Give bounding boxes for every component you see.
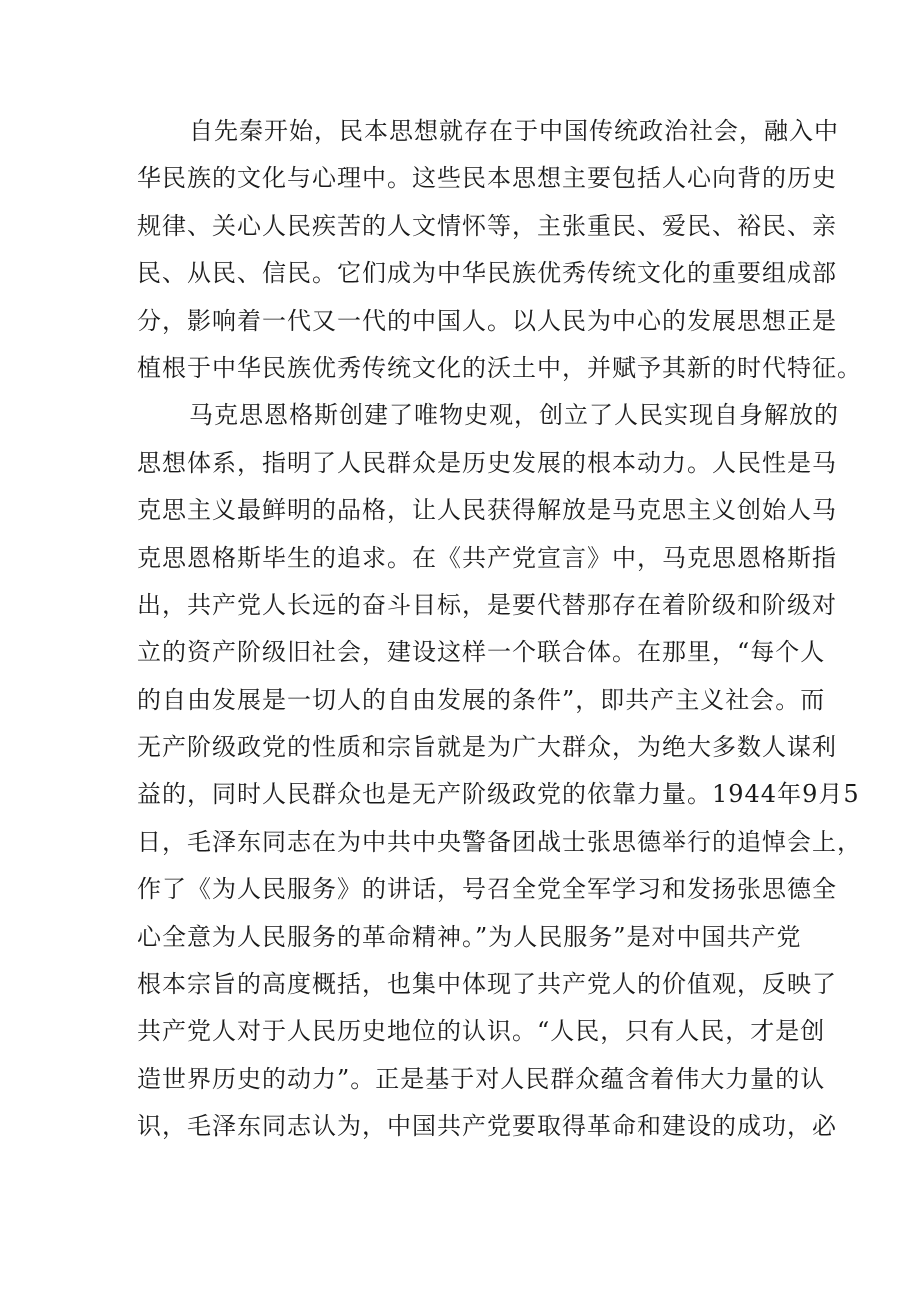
text-line: 民、从民、信民。它们成为中华民族优秀传统文化的重要组成部 xyxy=(137,259,837,288)
paragraph xyxy=(137,108,862,392)
text-line: 造世界历史的动力”。正是基于对人民群众蕴含着伟大力量的认 xyxy=(137,1064,826,1093)
text-line: 自先秦开始，民本思想就存在于中国传统政治社会，融入中 xyxy=(189,117,839,145)
text-line: 益的，同时人民群众也是无产阶级政党的依靠力量。1944年9月5 xyxy=(137,780,860,809)
text-line: 识，毛泽东同志认为，中国共产党要取得革命和建设的成功，必 xyxy=(137,1112,837,1141)
text-line: 植根于中华民族优秀传统文化的沃土中，并赋予其新的时代特征。 xyxy=(137,353,862,382)
text-line: 共产党人对于人民历史地位的认识。“人民，只有人民，才是创 xyxy=(137,1017,826,1046)
text-line: 的自由发展是一切人的自由发展的条件”，即共产主义社会。而 xyxy=(137,685,826,714)
text-line: 思想体系，指明了人民群众是历史发展的根本动力。人民性是马 xyxy=(137,448,837,477)
text-line: 无产阶级政党的性质和宗旨就是为广大群众，为绝大多数人谋利 xyxy=(137,733,837,762)
text-line: 规律、关心人民疾苦的人文情怀等，主张重民、爱民、裕民、亲 xyxy=(137,211,837,240)
text-line: 日，毛泽东同志在为中共中央警备团战士张思德举行的追悼会上， xyxy=(137,827,862,856)
text-line: 立的资产阶级旧社会，建设这样一个联合体。在那里，“每个人 xyxy=(137,638,826,667)
text-line: 根本宗旨的高度概括，也集中体现了共产党人的价值观，反映了 xyxy=(137,970,837,999)
text-line: 分，影响着一代又一代的中国人。以人民为中心的发展思想正是 xyxy=(137,306,837,335)
document-body xyxy=(137,108,862,1151)
text-line: 克思恩格斯毕生的追求。在《共产党宣言》中，马克思恩格斯指 xyxy=(137,543,837,572)
text-line: 华民族的文化与心理中。这些民本思想主要包括人心向背的历史 xyxy=(137,164,837,193)
text-line: 作了《为人民服务》的讲话，号召全党全军学习和发扬张思德全 xyxy=(137,875,837,904)
text-line: 心全意为人民服务的革命精神。”为人民服务”是对中国共产党 xyxy=(137,922,802,951)
text-line: 马克思恩格斯创建了唯物史观，创立了人民实现自身解放的 xyxy=(189,401,839,430)
text-line: 克思主义最鲜明的品格，让人民获得解放是马克思主义创始人马 xyxy=(137,496,837,525)
text-line: 出，共产党人长远的奋斗目标，是要代替那存在着阶级和阶级对 xyxy=(137,590,837,619)
paragraph xyxy=(137,392,862,1150)
